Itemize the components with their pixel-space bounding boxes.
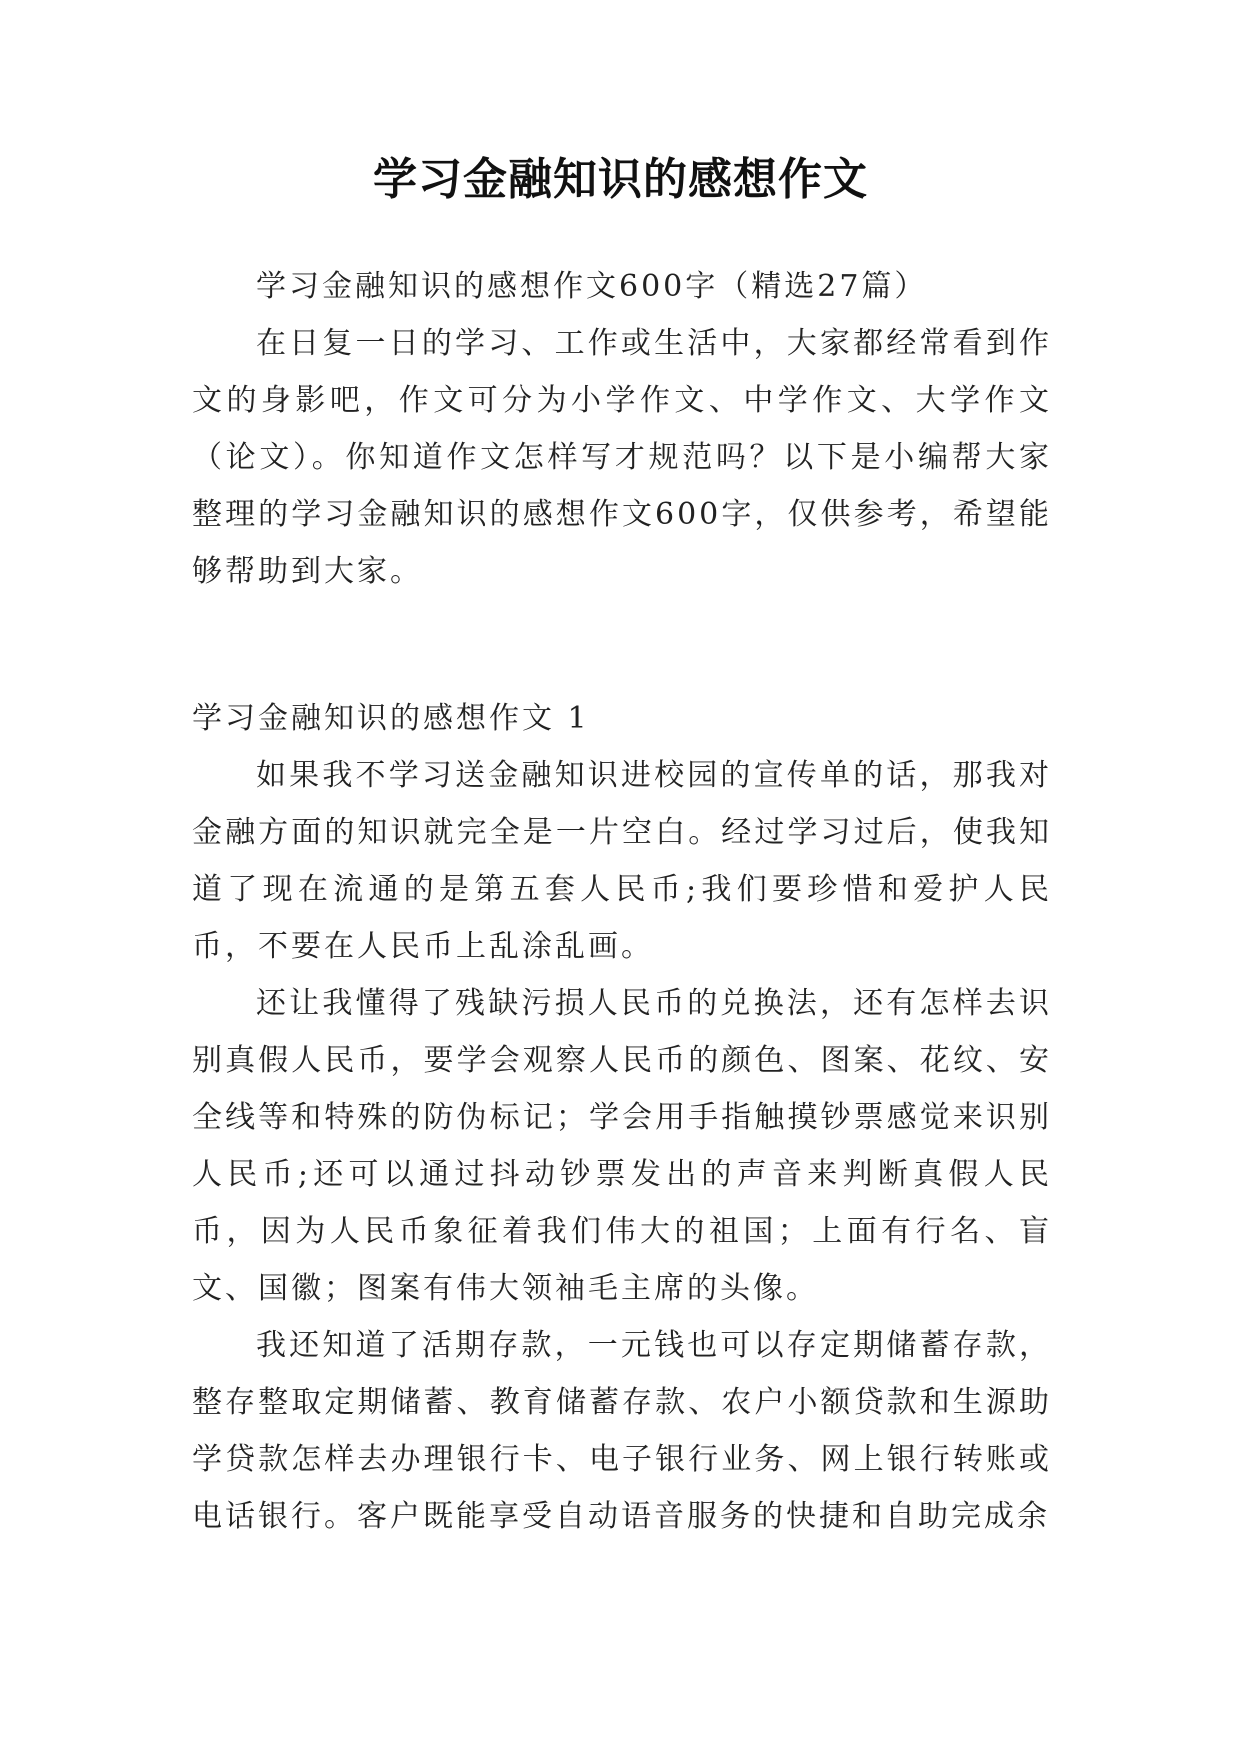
intro-subtitle: 学习金融知识的感想作文600字（精选27篇） — [256, 269, 928, 304]
section-paragraph: 还让我懂得了残缺污损人民币的兑换法，还有怎样去识别真假人民币，要学会观察人民币的颜色、图案、花纹、安全线等和特殊的防伪标记；学会用手指触摸钞票感觉来识别人民币;还可以通过抖动钞票发出的声音来判断真假人民币，因为人民币象征着我们伟大的祖国；上面有行名、盲文、国徽；图案有伟大领袖毛主席的头像。 — [192, 986, 1052, 1306]
intro-paragraph: 在日复一日的学习、工作或生活中，大家都经常看到作文的身影吧，作文可分为小学作文、中学作文、大学作文（论文）。你知道作文怎样写才规范吗？以下是小编帮大家整理的学习金融知识的感想作文600字，仅供参考，希望能够帮助到大家。 — [192, 326, 1052, 589]
section-1 — [192, 690, 1052, 1545]
document-title: 学习金融知识的感想作文 — [373, 154, 868, 205]
section-paragraph: 如果我不学习送金融知识进校园的宣传单的话，那我对金融方面的知识就完全是一片空白。经过学习过后，使我知道了现在流通的是第五套人民币;我们要珍惜和爱护人民币，不要在人民币上乱涂乱画。 — [192, 758, 1052, 964]
section-heading: 学习金融知识的感想作文 1 — [192, 701, 590, 736]
section-paragraph: 我还知道了活期存款，一元钱也可以存定期储蓄存款，整存整取定期储蓄、教育储蓄存款、农户小额贷款和生源助学贷款怎样去办理银行卡、电子银行业务、网上银行转账或电话银行。客户既能享受自动语音服务的快捷和自助完成余 — [192, 1328, 1052, 1534]
intro-block — [192, 258, 1052, 600]
